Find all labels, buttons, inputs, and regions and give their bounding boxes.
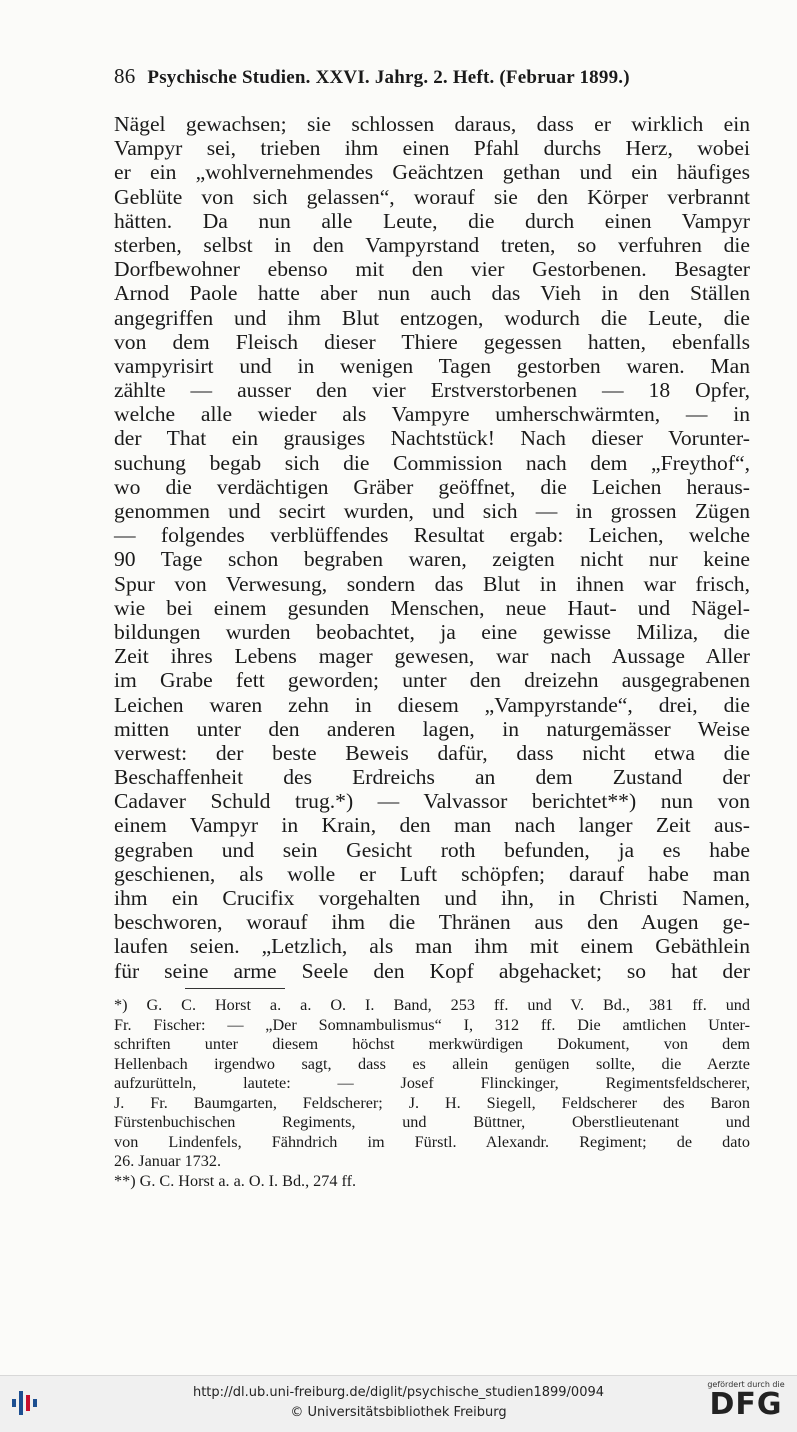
text-line: Geblüte von sich gelassen“, worauf sie den Körper verbrannt [114, 184, 750, 209]
text-line: der That ein grausiges Nachtstück! Nach dieser Vorunter- [114, 426, 750, 451]
text-line: ihm ein Crucifix vorgehalten und ihn, in Christi Namen, [114, 886, 750, 910]
text-line: geschienen, als wolle er Luft schöpfen; darauf habe man [114, 861, 750, 886]
text-line: suchung begab sich die Commission nach dem „Freythof“, [114, 450, 750, 475]
text-line: mitten unter den anderen lagen, in naturgemässer Weise [114, 716, 750, 741]
text-line: Beschaffenheit des Erdreichs an dem Zustand der [114, 765, 750, 790]
text-line: welche alle wieder als Vampyre umherschwärmten, — in [114, 402, 750, 427]
text-line: 90 Tage schon begraben waren, zeigten nicht nur keine [114, 547, 750, 572]
text-line: zählte — ausser den vier Erstverstorbenen — 18 Opfer, [114, 378, 750, 403]
text-line: Cadaver Schuld trug.*) — Valvassor berichtet**) nun von [114, 789, 750, 814]
text-line: für seine arme Seele den Kopf abgehacket; so hat der [114, 958, 750, 983]
text-line: angegriffen und ihm Blut entzogen, wodurch die Leute, die [114, 305, 750, 330]
footnote-line: 26. Januar 1732. [114, 1152, 221, 1170]
text-line: im Grabe fett geworden; unter den dreizehn ausgegrabenen [114, 668, 750, 693]
footnote-line: aufzurütteln, lautete: — Josef Flinckinger, Regimentsfeldscherer, [114, 1074, 750, 1092]
footnote-rule [185, 988, 285, 989]
dfg-logo [702, 1380, 790, 1428]
text-line: vampyrisirt und in wenigen Tagen gestorben waren. Man [114, 353, 750, 378]
running-header [114, 64, 754, 89]
text-line: Arnod Paole hatte aber nun auch das Vieh in den Ställen [114, 281, 750, 306]
text-line: Vampyr sei, trieben ihm einen Pfahl durchs Herz, wobei [114, 136, 750, 161]
footnote-line: Hellenbach irgendwo sagt, dass es allein genügen sollte, die Aerzte [114, 1054, 750, 1073]
copyright-text: © Universitätsbibliothek Freiburg [290, 1405, 507, 1420]
text-line: von dem Fleisch dieser Thiere gegessen hatten, ebenfalls [114, 329, 750, 354]
text-line: Nägel gewachsen; sie schlossen daraus, dass er wirklich ein [114, 112, 750, 136]
text-line: sterben, selbst in den Vampyrstand treten, so verfuhren die [114, 232, 750, 257]
document-url-link[interactable]: http://dl.ub.uni-freiburg.de/diglit/psychische_studien1899/0094 [192, 1385, 605, 1400]
text-line: wie bei einem gesunden Menschen, neue Haut- und Nägel- [114, 595, 750, 620]
text-line: hätten. Da nun alle Leute, die durch einen Vampyr [114, 208, 750, 233]
footnotes [114, 996, 750, 1191]
text-line: er ein „wohlvernehmendes Geächtzen gethan und ein häufiges [114, 160, 750, 185]
viewer-footer [0, 1375, 797, 1432]
text-line: beschworen, worauf ihm die Thränen aus den Augen ge- [114, 910, 750, 935]
text-line: wo die verdächtigen Gräber geöffnet, die Leichen heraus- [114, 474, 750, 499]
text-line: Spur von Verwesung, sondern das Blut in ihnen war frisch, [114, 571, 750, 596]
body-text [114, 112, 750, 983]
text-line: bildungen wurden beobachtet, ja eine gewisse Miliza, die [114, 619, 750, 644]
text-line: gegraben und sein Gesicht roth befunden, ja es habe [114, 837, 750, 862]
text-line: genommen und secirt wurden, und sich — in grossen Zügen [114, 499, 750, 523]
dfg-logo-text: DFG [709, 1387, 783, 1422]
footnote-line: **) G. C. Horst a. a. O. I. Bd., 274 ff. [114, 1171, 357, 1190]
text-line: Dorfbewohner ebenso mit den vier Gestorbenen. Besagter [114, 257, 750, 282]
footnote-line: Fr. Fischer: — „Der Somnambulismus“ I, 312 ff. Die amtlichen Unter- [114, 1015, 750, 1034]
footnote-line: schriften unter diesem höchst merkwürdigen Dokument, von dem [114, 1035, 750, 1053]
footnote-line: *) G. C. Horst a. a. O. I. Band, 253 ff. und V. Bd., 381 ff. und [114, 996, 750, 1014]
text-line: Leichen waren zehn in diesem „Vampyrstande“, drei, die [114, 692, 750, 717]
text-line: laufen seien. „Letzlich, als man ihm mit einem Gebäthlein [114, 934, 750, 959]
running-title: Psychische Studien. XXVI. Jahrg. 2. Heft. (Februar 1899.) [147, 67, 630, 88]
text-line: einem Vampyr in Krain, den man nach langer Zeit aus- [114, 813, 750, 838]
dfg-caption: gefördert durch die [707, 1380, 785, 1389]
footnote-line: von Lindenfels, Fähndrich im Fürstl. Alexandr. Regiment; de dato [114, 1132, 750, 1151]
text-line: — folgendes verblüffendes Resultat ergab: Leichen, welche [114, 523, 750, 548]
footnote-line: Fürstenbuchischen Regiments, und Büttner, Oberstlieutenant und [114, 1113, 750, 1131]
page-number: 86 [114, 64, 136, 88]
footnote-line: J. Fr. Baumgarten, Feldscherer; J. H. Siegell, Feldscherer des Baron [114, 1093, 750, 1112]
text-line: Zeit ihres Lebens mager gewesen, war nach Aussage Aller [114, 644, 750, 669]
text-line: verwest: der beste Beweis dafür, dass nicht etwa die [114, 740, 750, 765]
